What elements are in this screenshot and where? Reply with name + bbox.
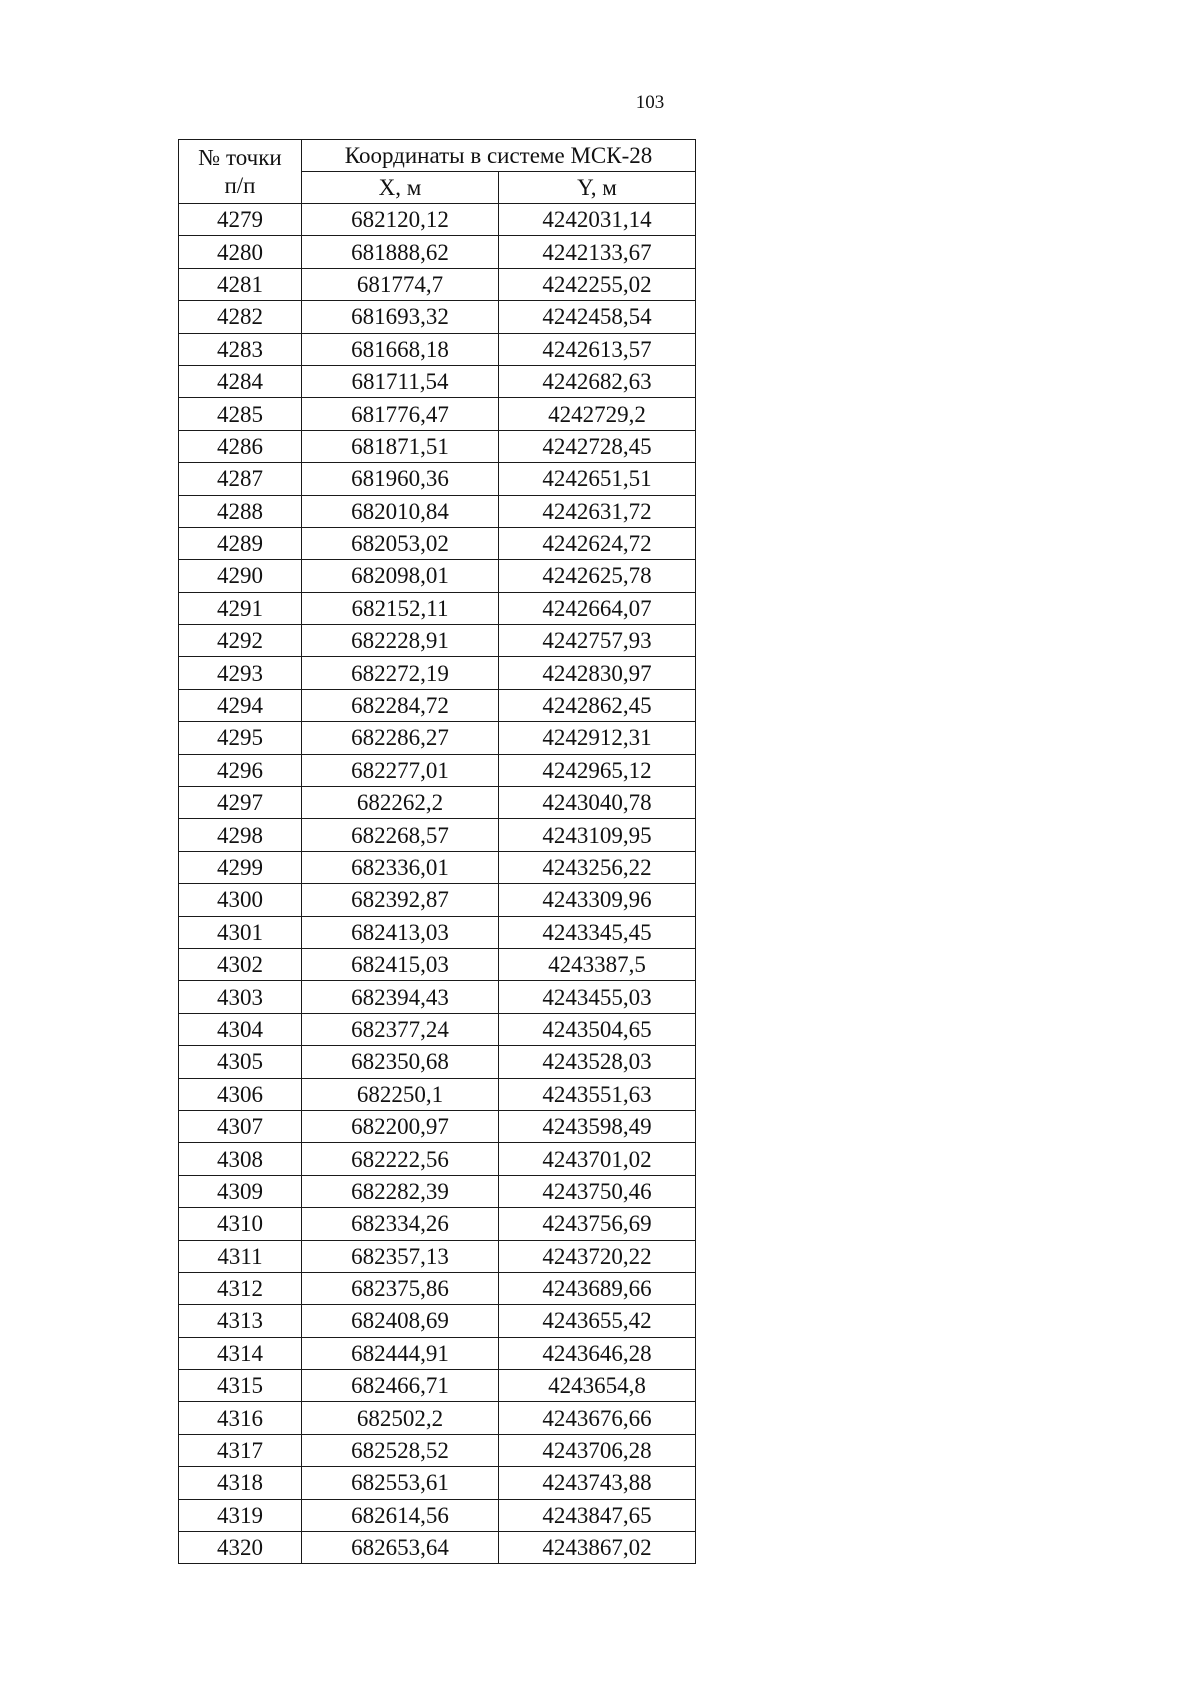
header-point-number-line2: п/п xyxy=(224,172,256,198)
x-coordinate-cell: 682268,57 xyxy=(302,819,499,851)
table-row xyxy=(179,463,696,495)
coordinates-table xyxy=(178,139,696,1564)
x-coordinate-cell: 682272,19 xyxy=(302,657,499,689)
table-row xyxy=(179,1240,696,1272)
point-number-cell: 4300 xyxy=(179,884,302,916)
x-coordinate-cell: 682277,01 xyxy=(302,754,499,786)
table-row xyxy=(179,981,696,1013)
header-x: X, м xyxy=(302,172,499,204)
table-row xyxy=(179,495,696,527)
y-coordinate-cell: 4243598,49 xyxy=(499,1110,696,1142)
table-row xyxy=(179,1532,696,1564)
point-number-cell: 4316 xyxy=(179,1402,302,1434)
x-coordinate-cell: 682413,03 xyxy=(302,916,499,948)
header-point-number-line1: № точки xyxy=(198,144,282,170)
table-row xyxy=(179,592,696,624)
point-number-cell: 4312 xyxy=(179,1272,302,1304)
table-row xyxy=(179,916,696,948)
table-row xyxy=(179,754,696,786)
x-coordinate-cell: 681888,62 xyxy=(302,236,499,268)
point-number-cell: 4292 xyxy=(179,625,302,657)
y-coordinate-cell: 4243701,02 xyxy=(499,1143,696,1175)
point-number-cell: 4298 xyxy=(179,819,302,851)
x-coordinate-cell: 682152,11 xyxy=(302,592,499,624)
x-coordinate-cell: 682528,52 xyxy=(302,1434,499,1466)
x-coordinate-cell: 682350,68 xyxy=(302,1046,499,1078)
x-coordinate-cell: 682357,13 xyxy=(302,1240,499,1272)
table-row xyxy=(179,268,696,300)
table-row xyxy=(179,1370,696,1402)
point-number-cell: 4308 xyxy=(179,1143,302,1175)
table-row xyxy=(179,722,696,754)
table-row xyxy=(179,819,696,851)
point-number-cell: 4285 xyxy=(179,398,302,430)
point-number-cell: 4302 xyxy=(179,948,302,980)
table-row xyxy=(179,204,696,236)
x-coordinate-cell: 682377,24 xyxy=(302,1013,499,1045)
table-row xyxy=(179,365,696,397)
table-row xyxy=(179,884,696,916)
x-coordinate-cell: 682553,61 xyxy=(302,1467,499,1499)
table-row xyxy=(179,333,696,365)
point-number-cell: 4291 xyxy=(179,592,302,624)
y-coordinate-cell: 4243756,69 xyxy=(499,1208,696,1240)
point-number-cell: 4296 xyxy=(179,754,302,786)
page-number: 103 xyxy=(635,92,665,113)
point-number-cell: 4286 xyxy=(179,430,302,462)
header-coordinate-system: Координаты в системе МСК-28 xyxy=(302,140,696,172)
header-row-1 xyxy=(179,140,696,172)
table-row xyxy=(179,1110,696,1142)
y-coordinate-cell: 4243309,96 xyxy=(499,884,696,916)
x-coordinate-cell: 682262,2 xyxy=(302,787,499,819)
header-point-number xyxy=(179,140,302,204)
x-coordinate-cell: 682444,91 xyxy=(302,1337,499,1369)
x-coordinate-cell: 682282,39 xyxy=(302,1175,499,1207)
y-coordinate-cell: 4242133,67 xyxy=(499,236,696,268)
table-row xyxy=(179,1046,696,1078)
table-row xyxy=(179,1402,696,1434)
y-coordinate-cell: 4243867,02 xyxy=(499,1532,696,1564)
point-number-cell: 4282 xyxy=(179,301,302,333)
y-coordinate-cell: 4243646,28 xyxy=(499,1337,696,1369)
x-coordinate-cell: 682098,01 xyxy=(302,560,499,592)
header-y: Y, м xyxy=(499,172,696,204)
x-coordinate-cell: 682120,12 xyxy=(302,204,499,236)
point-number-cell: 4280 xyxy=(179,236,302,268)
table-row xyxy=(179,430,696,462)
x-coordinate-cell: 681711,54 xyxy=(302,365,499,397)
point-number-cell: 4310 xyxy=(179,1208,302,1240)
point-number-cell: 4295 xyxy=(179,722,302,754)
point-number-cell: 4284 xyxy=(179,365,302,397)
y-coordinate-cell: 4243743,88 xyxy=(499,1467,696,1499)
x-coordinate-cell: 682010,84 xyxy=(302,495,499,527)
point-number-cell: 4303 xyxy=(179,981,302,1013)
table-header xyxy=(179,140,696,204)
y-coordinate-cell: 4242728,45 xyxy=(499,430,696,462)
table-row xyxy=(179,625,696,657)
table-row xyxy=(179,1208,696,1240)
y-coordinate-cell: 4242625,78 xyxy=(499,560,696,592)
y-coordinate-cell: 4243847,65 xyxy=(499,1499,696,1531)
y-coordinate-cell: 4243109,95 xyxy=(499,819,696,851)
table-row xyxy=(179,527,696,559)
y-coordinate-cell: 4242613,57 xyxy=(499,333,696,365)
point-number-cell: 4299 xyxy=(179,851,302,883)
table-row xyxy=(179,1175,696,1207)
table-row xyxy=(179,1499,696,1531)
x-coordinate-cell: 681776,47 xyxy=(302,398,499,430)
point-number-cell: 4301 xyxy=(179,916,302,948)
y-coordinate-cell: 4243655,42 xyxy=(499,1305,696,1337)
table-row xyxy=(179,1272,696,1304)
y-coordinate-cell: 4243504,65 xyxy=(499,1013,696,1045)
point-number-cell: 4288 xyxy=(179,495,302,527)
x-coordinate-cell: 682228,91 xyxy=(302,625,499,657)
point-number-cell: 4294 xyxy=(179,689,302,721)
point-number-cell: 4297 xyxy=(179,787,302,819)
x-coordinate-cell: 682222,56 xyxy=(302,1143,499,1175)
point-number-cell: 4311 xyxy=(179,1240,302,1272)
point-number-cell: 4306 xyxy=(179,1078,302,1110)
point-number-cell: 4279 xyxy=(179,204,302,236)
table-row xyxy=(179,851,696,883)
y-coordinate-cell: 4243750,46 xyxy=(499,1175,696,1207)
table-row xyxy=(179,787,696,819)
table-row xyxy=(179,301,696,333)
x-coordinate-cell: 681693,32 xyxy=(302,301,499,333)
x-coordinate-cell: 682392,87 xyxy=(302,884,499,916)
point-number-cell: 4314 xyxy=(179,1337,302,1369)
y-coordinate-cell: 4243387,5 xyxy=(499,948,696,980)
y-coordinate-cell: 4242031,14 xyxy=(499,204,696,236)
x-coordinate-cell: 682394,43 xyxy=(302,981,499,1013)
point-number-cell: 4309 xyxy=(179,1175,302,1207)
x-coordinate-cell: 682502,2 xyxy=(302,1402,499,1434)
point-number-cell: 4283 xyxy=(179,333,302,365)
y-coordinate-cell: 4242624,72 xyxy=(499,527,696,559)
x-coordinate-cell: 682466,71 xyxy=(302,1370,499,1402)
y-coordinate-cell: 4242862,45 xyxy=(499,689,696,721)
y-coordinate-cell: 4243528,03 xyxy=(499,1046,696,1078)
x-coordinate-cell: 682375,86 xyxy=(302,1272,499,1304)
y-coordinate-cell: 4243256,22 xyxy=(499,851,696,883)
y-coordinate-cell: 4243551,63 xyxy=(499,1078,696,1110)
point-number-cell: 4305 xyxy=(179,1046,302,1078)
x-coordinate-cell: 682284,72 xyxy=(302,689,499,721)
point-number-cell: 4315 xyxy=(179,1370,302,1402)
y-coordinate-cell: 4243040,78 xyxy=(499,787,696,819)
x-coordinate-cell: 682408,69 xyxy=(302,1305,499,1337)
y-coordinate-cell: 4242664,07 xyxy=(499,592,696,624)
x-coordinate-cell: 681871,51 xyxy=(302,430,499,462)
point-number-cell: 4320 xyxy=(179,1532,302,1564)
table-row xyxy=(179,1143,696,1175)
table-body xyxy=(179,204,696,1564)
table-row xyxy=(179,1078,696,1110)
x-coordinate-cell: 682614,56 xyxy=(302,1499,499,1531)
point-number-cell: 4293 xyxy=(179,657,302,689)
table-row xyxy=(179,948,696,980)
point-number-cell: 4289 xyxy=(179,527,302,559)
x-coordinate-cell: 682053,02 xyxy=(302,527,499,559)
y-coordinate-cell: 4243689,66 xyxy=(499,1272,696,1304)
table-row xyxy=(179,236,696,268)
y-coordinate-cell: 4243706,28 xyxy=(499,1434,696,1466)
y-coordinate-cell: 4243720,22 xyxy=(499,1240,696,1272)
table-row xyxy=(179,1305,696,1337)
y-coordinate-cell: 4243676,66 xyxy=(499,1402,696,1434)
y-coordinate-cell: 4242631,72 xyxy=(499,495,696,527)
point-number-cell: 4319 xyxy=(179,1499,302,1531)
point-number-cell: 4304 xyxy=(179,1013,302,1045)
table-row xyxy=(179,1467,696,1499)
point-number-cell: 4307 xyxy=(179,1110,302,1142)
y-coordinate-cell: 4242830,97 xyxy=(499,657,696,689)
y-coordinate-cell: 4243455,03 xyxy=(499,981,696,1013)
y-coordinate-cell: 4242255,02 xyxy=(499,268,696,300)
y-coordinate-cell: 4242729,2 xyxy=(499,398,696,430)
x-coordinate-cell: 682250,1 xyxy=(302,1078,499,1110)
table-row xyxy=(179,1434,696,1466)
y-coordinate-cell: 4243654,8 xyxy=(499,1370,696,1402)
y-coordinate-cell: 4242682,63 xyxy=(499,365,696,397)
point-number-cell: 4281 xyxy=(179,268,302,300)
x-coordinate-cell: 682336,01 xyxy=(302,851,499,883)
x-coordinate-cell: 682334,26 xyxy=(302,1208,499,1240)
y-coordinate-cell: 4242458,54 xyxy=(499,301,696,333)
point-number-cell: 4287 xyxy=(179,463,302,495)
y-coordinate-cell: 4242965,12 xyxy=(499,754,696,786)
table-row xyxy=(179,560,696,592)
point-number-cell: 4317 xyxy=(179,1434,302,1466)
x-coordinate-cell: 681668,18 xyxy=(302,333,499,365)
x-coordinate-cell: 681960,36 xyxy=(302,463,499,495)
point-number-cell: 4313 xyxy=(179,1305,302,1337)
x-coordinate-cell: 682653,64 xyxy=(302,1532,499,1564)
point-number-cell: 4290 xyxy=(179,560,302,592)
x-coordinate-cell: 682286,27 xyxy=(302,722,499,754)
table-row xyxy=(179,1337,696,1369)
x-coordinate-cell: 681774,7 xyxy=(302,268,499,300)
table-row xyxy=(179,657,696,689)
y-coordinate-cell: 4242651,51 xyxy=(499,463,696,495)
point-number-cell: 4318 xyxy=(179,1467,302,1499)
x-coordinate-cell: 682200,97 xyxy=(302,1110,499,1142)
y-coordinate-cell: 4242912,31 xyxy=(499,722,696,754)
y-coordinate-cell: 4243345,45 xyxy=(499,916,696,948)
table-row xyxy=(179,398,696,430)
table-row xyxy=(179,689,696,721)
table-row xyxy=(179,1013,696,1045)
y-coordinate-cell: 4242757,93 xyxy=(499,625,696,657)
x-coordinate-cell: 682415,03 xyxy=(302,948,499,980)
